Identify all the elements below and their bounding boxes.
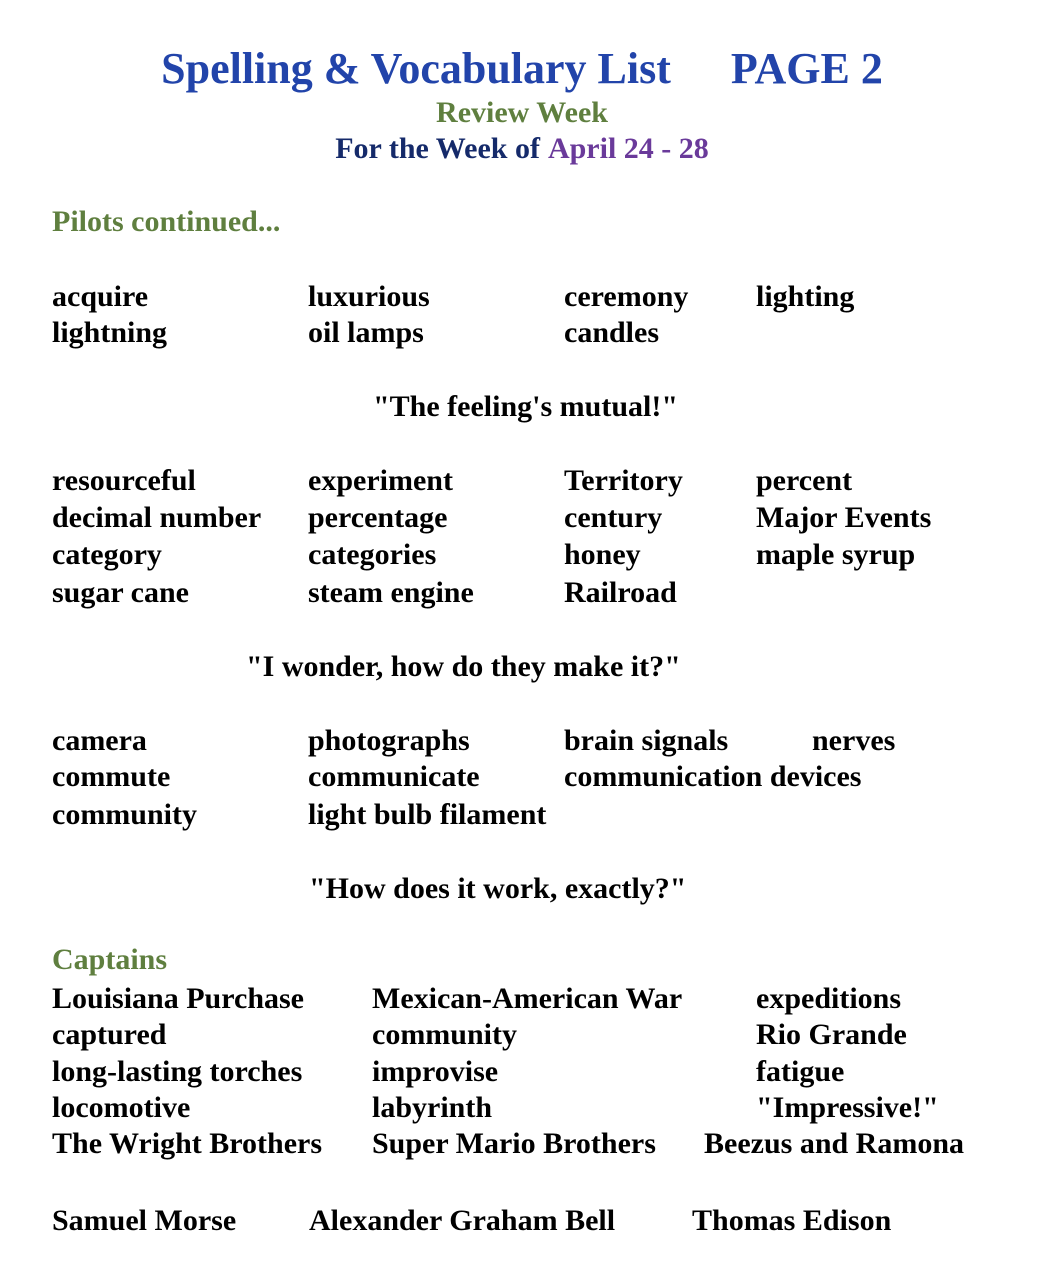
word: acquire [52, 280, 149, 313]
quote-how-make-it: "I wonder, how do they make it?" [246, 650, 681, 683]
word: community [372, 1018, 517, 1051]
quote-feeling-mutual: "The feeling's mutual!" [373, 390, 678, 423]
word: lightning [52, 316, 168, 349]
captains-heading: Captains [52, 943, 168, 976]
word: nerves [812, 724, 896, 757]
person-name: Samuel Morse [52, 1204, 237, 1237]
week-prefix: For the Week of [335, 132, 540, 165]
person-name: Alexander Graham Bell [309, 1204, 616, 1237]
word: camera [52, 724, 147, 757]
word: brain signals [564, 724, 729, 757]
word: "Impressive!" [756, 1091, 939, 1124]
page-number-label: PAGE 2 [730, 44, 883, 93]
word: captured [52, 1018, 167, 1051]
person-name: Thomas Edison [692, 1204, 892, 1237]
word: The Wright Brothers [52, 1127, 323, 1160]
word: community [52, 798, 197, 831]
word: fatigue [756, 1055, 845, 1088]
word: locomotive [52, 1091, 191, 1124]
page-title [0, 42, 1044, 96]
word: labyrinth [372, 1091, 493, 1124]
page-subtitle: Review Week [436, 96, 608, 129]
word: long-lasting torches [52, 1055, 303, 1088]
word: commute [52, 760, 171, 793]
week-dates: April 24 - 28 [547, 132, 709, 165]
word: Super Mario Brothers [372, 1127, 656, 1160]
word: percentage [308, 501, 448, 534]
word: category [52, 538, 162, 571]
word: categories [308, 538, 437, 571]
word: luxurious [308, 280, 430, 313]
word: Major Events [756, 501, 932, 534]
word: Mexican-American War [372, 982, 683, 1015]
quote-how-work: "How does it work, exactly?" [309, 872, 687, 905]
word: decimal number [52, 501, 262, 534]
word: oil lamps [308, 316, 424, 349]
word: Rio Grande [756, 1018, 907, 1051]
word: sugar cane [52, 576, 189, 609]
word: Territory [564, 464, 683, 497]
word: expeditions [756, 982, 902, 1015]
word: ceremony [564, 280, 689, 313]
word: candles [564, 316, 660, 349]
word: communication devices [564, 760, 862, 793]
word: experiment [308, 464, 453, 497]
word: resourceful [52, 464, 196, 497]
week-line [0, 131, 1044, 167]
word: maple syrup [756, 538, 916, 571]
word: century [564, 501, 663, 534]
word: photographs [308, 724, 470, 757]
word: improvise [372, 1055, 499, 1088]
word: communicate [308, 760, 480, 793]
word: Beezus and Ramona [704, 1127, 965, 1160]
word: steam engine [308, 576, 474, 609]
word: percent [756, 464, 853, 497]
word: Louisiana Purchase [52, 982, 304, 1015]
word: lighting [756, 280, 855, 313]
word: light bulb filament [308, 798, 547, 831]
list-title: Spelling & Vocabulary List [161, 44, 671, 93]
word: Railroad [564, 576, 677, 609]
pilots-heading: Pilots continued... [52, 205, 281, 238]
word: honey [564, 538, 641, 571]
